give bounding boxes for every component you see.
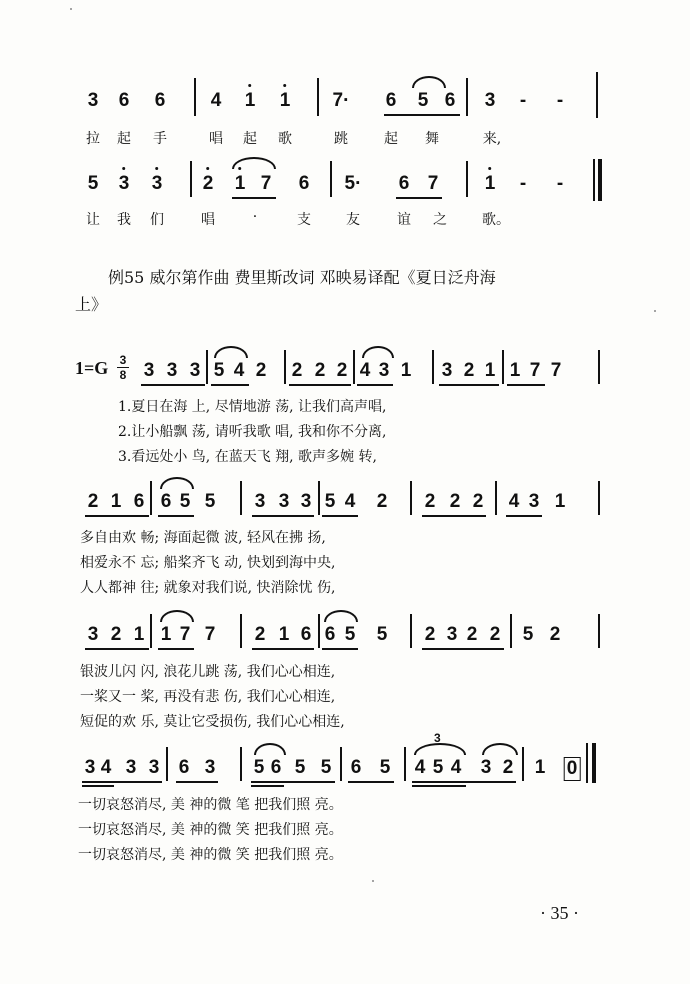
underline	[252, 515, 314, 517]
underline	[357, 384, 393, 386]
note: 0	[564, 757, 581, 781]
lyric-line: 短促的欢 乐, 莫让它受损伤, 我们心心相连,	[80, 714, 345, 730]
note: 2	[472, 491, 484, 512]
note: 2	[449, 491, 461, 512]
note: 5	[376, 624, 388, 645]
lyric: 唱	[201, 212, 215, 228]
note: 2	[254, 624, 266, 645]
barline	[318, 614, 320, 648]
note: 2	[466, 624, 478, 645]
underline	[232, 197, 276, 199]
note: 3	[300, 491, 312, 512]
note: 4	[359, 360, 371, 381]
example-caption: 例55 威尔第作曲 费里斯改词 邓映易译配《夏日泛舟海	[108, 268, 496, 287]
note: 3	[84, 757, 96, 778]
note: 3	[87, 90, 99, 111]
underline	[384, 114, 460, 116]
slur	[412, 76, 446, 88]
note: 3	[189, 360, 201, 381]
lyric: 们	[150, 212, 164, 228]
lyric-line: 一切哀怒消尽, 美 神的微 笑 把我们照 亮。	[78, 822, 343, 838]
note: 3	[446, 624, 458, 645]
note: 3	[484, 90, 496, 111]
note: 3	[166, 360, 178, 381]
note: 5	[417, 90, 429, 111]
slur	[362, 346, 394, 358]
note: -	[519, 90, 527, 111]
note: 6	[385, 90, 397, 111]
note: 1	[133, 624, 145, 645]
lyric: 让	[86, 212, 100, 228]
underline	[289, 384, 351, 386]
lyric: ·	[252, 209, 258, 225]
underline	[82, 781, 162, 783]
note: 1	[484, 360, 496, 381]
note: 1	[280, 90, 291, 112]
note: 7·	[332, 90, 350, 111]
lyric: 跳	[334, 131, 348, 147]
lyric: 支	[297, 212, 311, 228]
note: 2	[336, 360, 348, 381]
slur	[254, 743, 286, 755]
note: 1	[485, 173, 496, 195]
lyric: 起	[243, 131, 257, 147]
barline	[194, 78, 196, 116]
barline	[502, 350, 504, 384]
note: 6	[270, 757, 282, 778]
note: 2	[203, 173, 214, 195]
note: 3	[378, 360, 390, 381]
note: 7	[179, 624, 191, 645]
underline	[439, 384, 499, 386]
lyric-line: 3.看远处小 鸟, 在蓝天飞 翔, 歌声多婉 转,	[118, 449, 377, 465]
lyric-line: 一切哀怒消尽, 美 神的微 笑 把我们照 亮。	[78, 847, 343, 863]
barline	[598, 350, 600, 384]
page-number: · 35 ·	[540, 903, 579, 923]
barline	[318, 481, 320, 515]
barline	[150, 481, 152, 515]
note: 2	[314, 360, 326, 381]
scan-speck	[654, 310, 656, 312]
note: 1	[235, 173, 246, 195]
lyric: 手	[153, 131, 167, 147]
slur	[160, 477, 194, 489]
slur	[214, 346, 248, 358]
note: 5	[379, 757, 391, 778]
note: 2	[502, 757, 514, 778]
scan-speck	[70, 8, 72, 10]
underline	[176, 781, 218, 783]
note: 5	[179, 491, 191, 512]
note: 4	[450, 757, 462, 778]
note: 3	[143, 360, 155, 381]
note: 2	[463, 360, 475, 381]
note: 1	[400, 360, 412, 381]
barline	[340, 747, 342, 781]
note: 3	[480, 757, 492, 778]
underline	[322, 648, 358, 650]
note: 3	[152, 173, 163, 195]
note: 3	[125, 757, 137, 778]
lyric: 唱	[209, 131, 223, 147]
note: 4	[233, 360, 245, 381]
barline	[410, 481, 412, 515]
note: 5	[344, 624, 356, 645]
final-barline	[592, 743, 596, 783]
note: -	[519, 173, 527, 194]
note: 5	[324, 491, 336, 512]
note: 1	[534, 757, 546, 778]
lyric-line: 人人都神 往; 就象对我们说, 快消除忧 伤,	[80, 580, 336, 596]
underline	[141, 384, 205, 386]
note: 7	[550, 360, 562, 381]
note: 6	[324, 624, 336, 645]
barline	[432, 350, 434, 384]
lyric-line: 2.让小船飘 荡, 请听我歌 唱, 我和你不分离,	[118, 424, 387, 440]
score-system-2	[0, 173, 690, 213]
note: 6	[398, 173, 410, 194]
note: 5	[432, 757, 444, 778]
note: 4	[508, 491, 520, 512]
note: 6	[118, 90, 130, 111]
time-bottom: 8	[119, 368, 127, 382]
note: 6	[154, 90, 166, 111]
lyric: 歌。	[482, 212, 510, 228]
barline	[510, 614, 512, 648]
note: 4	[210, 90, 222, 111]
key-signature: 1=G	[75, 358, 109, 378]
score-system-1	[0, 90, 690, 130]
barline	[404, 747, 406, 781]
note: 6	[298, 173, 310, 194]
barline	[410, 614, 412, 648]
barline	[240, 614, 242, 648]
note: 5	[294, 757, 306, 778]
note: 5·	[344, 173, 362, 194]
barline	[598, 614, 600, 648]
barline	[330, 161, 332, 197]
barline	[240, 481, 242, 515]
lyric-line: 1.夏日在海 上, 尽情地游 荡, 让我们高声唱,	[118, 399, 387, 415]
underline	[85, 515, 149, 517]
note: 7	[204, 624, 216, 645]
note: 1	[245, 90, 256, 112]
lyric: 来,	[482, 131, 502, 147]
example-caption-cont: 上》	[75, 295, 108, 314]
note: 1	[278, 624, 290, 645]
note: 3	[528, 491, 540, 512]
underline	[422, 648, 504, 650]
underline	[396, 197, 442, 199]
underline	[85, 648, 149, 650]
note: 3	[148, 757, 160, 778]
note: 3	[119, 173, 130, 195]
barline	[522, 747, 524, 781]
barline	[596, 72, 598, 118]
note: 5	[253, 757, 265, 778]
slur	[232, 157, 276, 169]
note: 1	[554, 491, 566, 512]
lyric: 起	[117, 131, 131, 147]
barline	[150, 614, 152, 648]
lyric-line: 一切哀怒消尽, 美 神的微 笔 把我们照 亮。	[78, 797, 343, 813]
lyric: 歌	[278, 131, 292, 147]
note: 6	[444, 90, 456, 111]
final-barline	[598, 159, 602, 201]
lyric: 拉	[86, 131, 100, 147]
lyric-line: 银波儿闪 闪, 浪花儿跳 荡, 我们心心相连,	[80, 664, 336, 680]
note: 6	[133, 491, 145, 512]
barline	[190, 161, 192, 197]
slur	[482, 743, 518, 755]
note: 7	[529, 360, 541, 381]
note: 3	[204, 757, 216, 778]
underline	[251, 781, 335, 783]
lyric: 起	[384, 131, 398, 147]
note: 2	[424, 624, 436, 645]
underline	[506, 515, 542, 517]
note: -	[556, 90, 564, 111]
slur	[324, 610, 358, 622]
barline	[466, 161, 468, 197]
underline	[322, 515, 358, 517]
note: 2	[110, 624, 122, 645]
barline	[240, 747, 242, 781]
note: 3	[278, 491, 290, 512]
song-system-4	[0, 731, 690, 797]
note: 1	[110, 491, 122, 512]
underline	[211, 384, 249, 386]
note: 7	[427, 173, 439, 194]
note: 5	[213, 360, 225, 381]
note: 3	[441, 360, 453, 381]
note: 6	[160, 491, 172, 512]
underline	[158, 515, 194, 517]
note: 2	[489, 624, 501, 645]
lyric: 之	[433, 212, 447, 228]
triplet-number: 3	[434, 731, 441, 745]
note: 6	[300, 624, 312, 645]
underline	[422, 515, 486, 517]
barline	[353, 350, 355, 384]
song-system-2	[0, 491, 690, 531]
underline	[412, 781, 516, 783]
underline	[158, 648, 194, 650]
note: 6	[178, 757, 190, 778]
note: 1	[509, 360, 521, 381]
barline	[495, 481, 497, 515]
note: 4	[414, 757, 426, 778]
underline	[82, 785, 114, 787]
final-barline	[586, 743, 588, 783]
note: 5	[522, 624, 534, 645]
note: 2	[549, 624, 561, 645]
note: 5	[87, 173, 99, 194]
note: 5	[320, 757, 332, 778]
note: 2	[291, 360, 303, 381]
song-system-1	[0, 360, 690, 400]
lyric: 我	[117, 212, 131, 228]
barline	[166, 747, 168, 781]
underline	[348, 781, 394, 783]
final-barline	[593, 159, 595, 201]
note: 4	[100, 757, 112, 778]
lyric-line: 相爱永不 忘; 船桨齐飞 动, 快划到海中央,	[80, 555, 336, 571]
lyric: 谊	[397, 212, 411, 228]
note: 1	[160, 624, 172, 645]
lyric: 舞	[425, 131, 439, 147]
lyric: 友	[346, 212, 360, 228]
note: 5	[204, 491, 216, 512]
note: 2	[87, 491, 99, 512]
barline	[598, 481, 600, 515]
barline	[466, 78, 468, 116]
slur	[160, 610, 194, 622]
scan-speck	[372, 880, 374, 882]
song-system-3	[0, 624, 690, 664]
barline	[284, 350, 286, 384]
note: 2	[424, 491, 436, 512]
note: 3	[87, 624, 99, 645]
lyric-line: 一桨又一 桨, 再没有悲 伤, 我们心心相连,	[80, 689, 336, 705]
note: -	[556, 173, 564, 194]
note: 2	[376, 491, 388, 512]
time-top: 3	[119, 353, 127, 367]
underline	[412, 785, 466, 787]
underline	[507, 384, 545, 386]
lyric-line: 多自由欢 畅; 海面起微 波, 轻风在拂 扬,	[80, 530, 326, 546]
underline	[251, 785, 284, 787]
note: 4	[344, 491, 356, 512]
note: 3	[254, 491, 266, 512]
note: 6	[350, 757, 362, 778]
barline	[317, 78, 319, 116]
barline	[206, 350, 208, 384]
underline	[252, 648, 314, 650]
note: 7	[260, 173, 272, 194]
note: 2	[255, 360, 267, 381]
